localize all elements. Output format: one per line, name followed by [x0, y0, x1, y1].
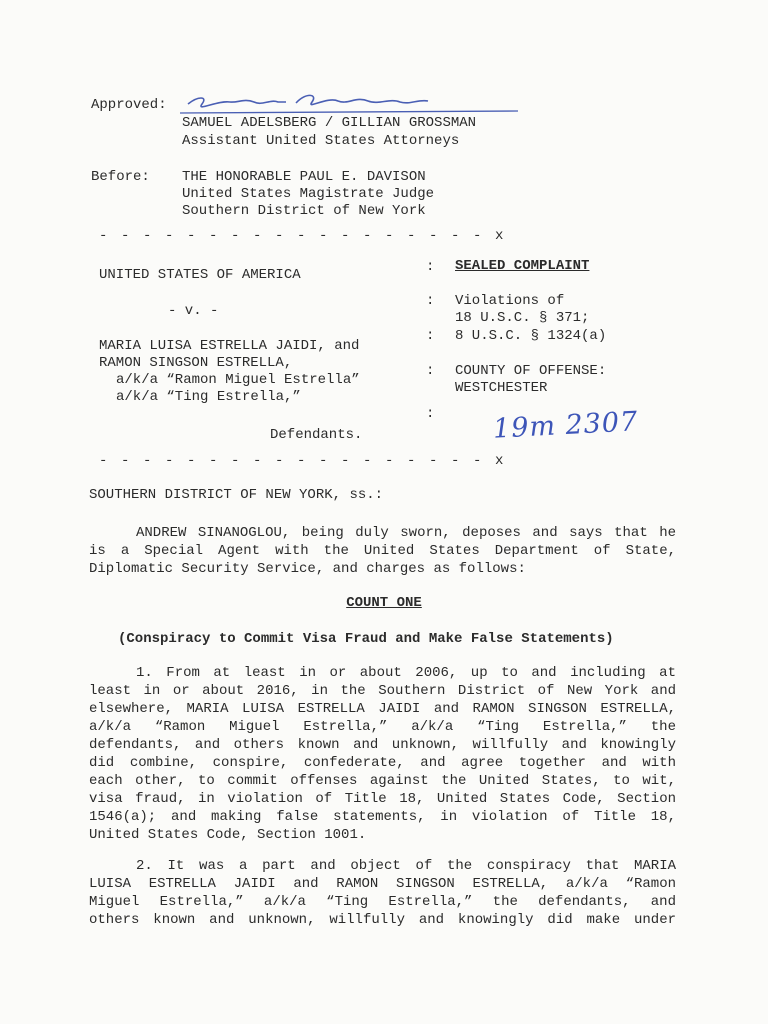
paragraph-2 [89, 857, 676, 929]
count-one-subheading: (Conspiracy to Commit Visa Fraud and Make False Statements) [118, 631, 614, 647]
paragraph-1-line: each other, to commit offenses against the United States, to wit, [89, 773, 676, 789]
paragraph-1-line: 1. From at least in or about 2006, up to and including at [136, 665, 676, 681]
intro-line: is a Special Agent with the United States Department of State, [89, 543, 676, 559]
paragraph-1-line: least in or about 2016, in the Southern District of New York and [89, 683, 676, 699]
intro-line: Diplomatic Security Service, and charges as follows: [89, 561, 526, 577]
caption-colon: : [426, 293, 435, 309]
count-one-heading: COUNT ONE [346, 595, 422, 611]
judge-title: United States Magistrate Judge [182, 186, 435, 202]
intro-paragraph [89, 524, 676, 578]
approvers-title: Assistant United States Attorneys [182, 133, 460, 149]
paragraph-1-line: a/k/a “Ramon Miguel Estrella,” a/k/a “Ting Estrella,” the [89, 719, 676, 735]
judge-court: Southern District of New York [182, 203, 426, 219]
violations-line-3: 8 U.S.C. § 1324(a) [455, 328, 607, 344]
paragraph-2-line: 2. It was a part and object of the conspiracy that MARIA [136, 858, 676, 874]
paragraph-2-line: LUISA ESTRELLA JAIDI and RAMON SINGSON ESTRELLA, a/k/a “Ramon [89, 876, 676, 892]
defendant-2: RAMON SINGSON ESTRELLA, [99, 355, 293, 371]
defendant-aka-1: a/k/a “Ramon Miguel Estrella” [116, 372, 360, 388]
paragraph-1-line: visa fraud, in violation of Title 18, United States Code, Section [89, 791, 676, 807]
defendant-1: MARIA LUISA ESTRELLA JAIDI, and [99, 338, 360, 354]
paragraph-1-line: defendants, and others known and unknown, willfully and knowingly [89, 737, 676, 753]
sealed-complaint-title: SEALED COMPLAINT [455, 258, 590, 274]
caption-colon: : [426, 406, 435, 422]
caption-colon: : [426, 328, 435, 344]
district-heading: SOUTHERN DISTRICT OF NEW YORK, ss.: [89, 487, 384, 503]
violations-line-1: Violations of [455, 293, 565, 309]
caption-top-rule: - - - - - - - - - - - - - - - - - - x [99, 228, 507, 244]
paragraph-1 [89, 664, 676, 844]
before-label: Before: [91, 169, 150, 185]
plaintiff-name: UNITED STATES OF AMERICA [99, 267, 301, 283]
paragraph-1-line: United States Code, Section 1001. [89, 827, 367, 843]
caption-bottom-rule: - - - - - - - - - - - - - - - - - - x [99, 453, 507, 469]
county-line-1: COUNTY OF OFFENSE: [455, 363, 607, 379]
approved-label: Approved: [91, 97, 167, 113]
caption-colon: : [426, 363, 435, 379]
paragraph-2-line: Miguel Estrella,” a/k/a “Ting Estrella,” the defendants, and [89, 894, 676, 910]
paragraph-1-line: did combine, conspire, confederate, and agree together and with [89, 755, 676, 771]
violations-line-2: 18 U.S.C. § 371; [455, 310, 590, 326]
paragraph-1-line: elsewhere, MARIA LUISA ESTRELLA JAIDI and RAMON SINGSON ESTRELLA, [89, 701, 676, 717]
versus-label: - v. - [168, 303, 219, 319]
judge-name: THE HONORABLE PAUL E. DAVISON [182, 169, 426, 185]
handwritten-case-number: 19m 2307 [492, 406, 639, 445]
county-line-2: WESTCHESTER [455, 380, 548, 396]
caption-colon: : [426, 259, 435, 275]
paragraph-1-line: 1546(a); and making false statements, in violation of Title 18, [89, 809, 676, 825]
intro-line: ANDREW SINANOGLOU, being duly sworn, deposes and says that he [136, 525, 676, 541]
defendant-aka-2: a/k/a “Ting Estrella,” [116, 389, 301, 405]
defendants-label: Defendants. [270, 427, 363, 443]
approvers-names: SAMUEL ADELSBERG / GILLIAN GROSSMAN [182, 115, 477, 131]
paragraph-2-line: others known and unknown, willfully and knowingly did make under [89, 912, 676, 928]
